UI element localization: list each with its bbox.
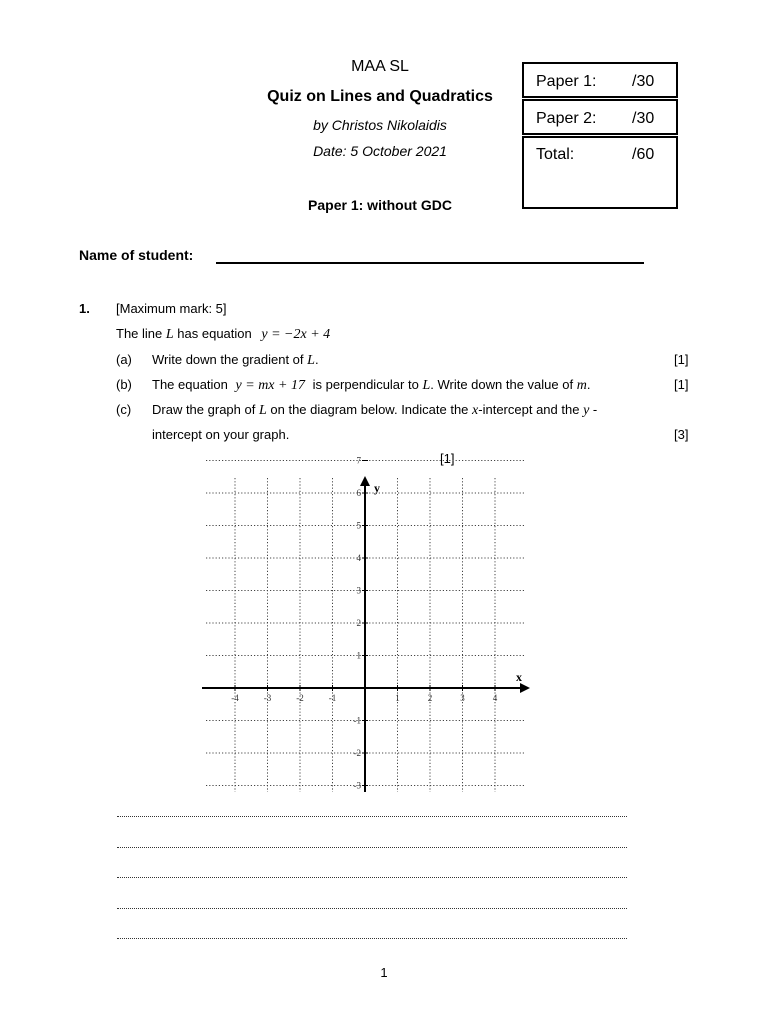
part-a-text — [152, 352, 319, 369]
paper-heading: Paper 1: without GDC — [308, 197, 452, 213]
extra-mark: [1] — [440, 451, 455, 466]
y-tick-label: 2 — [356, 618, 361, 628]
part-text: on the diagram below. Indicate the — [270, 402, 469, 417]
question-number: 1. — [79, 301, 90, 316]
x-tick-label: -1 — [328, 693, 337, 703]
part-b-mark: [1] — [674, 377, 689, 392]
stem-line-name: L — [165, 327, 174, 342]
y-axis-arrow — [360, 476, 370, 486]
stem-text: The line — [116, 326, 163, 341]
student-name-label: Name of student: — [79, 247, 194, 263]
part-math: L — [307, 353, 315, 368]
marks-label: Total: — [536, 146, 575, 163]
part-text: . — [314, 352, 319, 367]
marks-box-total — [522, 136, 678, 209]
course-code: MAA SL — [351, 58, 409, 75]
student-name-field[interactable] — [216, 262, 644, 264]
part-c-mark: [3] — [674, 427, 689, 442]
marks-value: /30 — [632, 73, 655, 90]
part-math: y — [583, 403, 590, 418]
part-text: Write down the gradient of — [152, 352, 304, 367]
part-a-mark: [1] — [674, 352, 689, 367]
quiz-date: Date: 5 October 2021 — [313, 143, 447, 159]
marks-box-paper1 — [522, 62, 678, 98]
answer-line[interactable] — [117, 938, 627, 939]
part-math: x — [472, 403, 479, 418]
answer-line[interactable] — [117, 908, 627, 909]
x-tick-label: -3 — [263, 693, 272, 703]
answer-line[interactable] — [117, 847, 627, 848]
part-text: Draw the graph of — [152, 402, 256, 417]
part-b-label: (b) — [116, 377, 132, 392]
y-tick-label: -3 — [353, 780, 361, 791]
part-c-text-line2: intercept on your graph. — [152, 427, 290, 442]
page-number: 1 — [380, 965, 388, 980]
marks-label: Paper 1: — [536, 73, 597, 90]
y-axis-label: y — [374, 481, 380, 495]
author: by Christos Nikolaidis — [313, 117, 447, 133]
part-b-text — [152, 377, 590, 394]
y-tick-label: 3 — [356, 585, 361, 596]
question-stem — [116, 326, 330, 343]
y-tick-label: 5 — [356, 520, 361, 531]
stem-text-2: has equation — [177, 326, 252, 341]
part-text: . — [586, 377, 591, 392]
part-text: -intercept and the — [478, 402, 580, 417]
x-axis-arrow — [520, 683, 530, 693]
x-tick-label: 3 — [460, 693, 465, 703]
part-math: L — [258, 403, 267, 418]
marks-value: /30 — [632, 110, 655, 127]
part-c-text — [152, 402, 597, 419]
part-math: m — [576, 378, 587, 393]
x-tick-label: -2 — [296, 693, 304, 703]
y-tick-label: 6 — [356, 488, 361, 498]
y-tick-label: 1 — [356, 650, 361, 661]
part-text: . Write down the value of — [430, 377, 574, 392]
marks-label: Paper 2: — [536, 110, 597, 127]
part-math: L — [422, 378, 431, 393]
marks-value: /60 — [632, 146, 655, 163]
marks-box-paper2 — [522, 99, 678, 135]
part-text: - — [592, 402, 598, 417]
part-a-label: (a) — [116, 352, 132, 367]
x-tick-label: 2 — [427, 693, 433, 703]
answer-line[interactable] — [117, 816, 627, 817]
x-tick-label: 4 — [492, 693, 498, 703]
stem-equation: y = −2x + 4 — [261, 327, 331, 342]
question-max-mark: [Maximum mark: 5] — [116, 301, 227, 316]
y-tick-label: -1 — [353, 715, 361, 726]
part-text: The equation — [152, 377, 228, 392]
x-axis-label: x — [516, 670, 522, 684]
quiz-title: Quiz on Lines and Quadratics — [267, 88, 493, 105]
answer-line[interactable] — [117, 877, 627, 878]
x-tick-label: 1 — [395, 693, 400, 703]
y-tick-label: 7 — [356, 455, 361, 466]
part-math: y = mx + 17 — [235, 378, 305, 393]
part-text: is perpendicular to — [312, 377, 419, 392]
y-tick-label: -2 — [353, 748, 361, 758]
y-tick-label: 4 — [356, 553, 361, 563]
x-tick-label: -4 — [231, 693, 239, 703]
part-c-label: (c) — [116, 402, 132, 417]
coordinate-grid[interactable] — [200, 455, 540, 800]
